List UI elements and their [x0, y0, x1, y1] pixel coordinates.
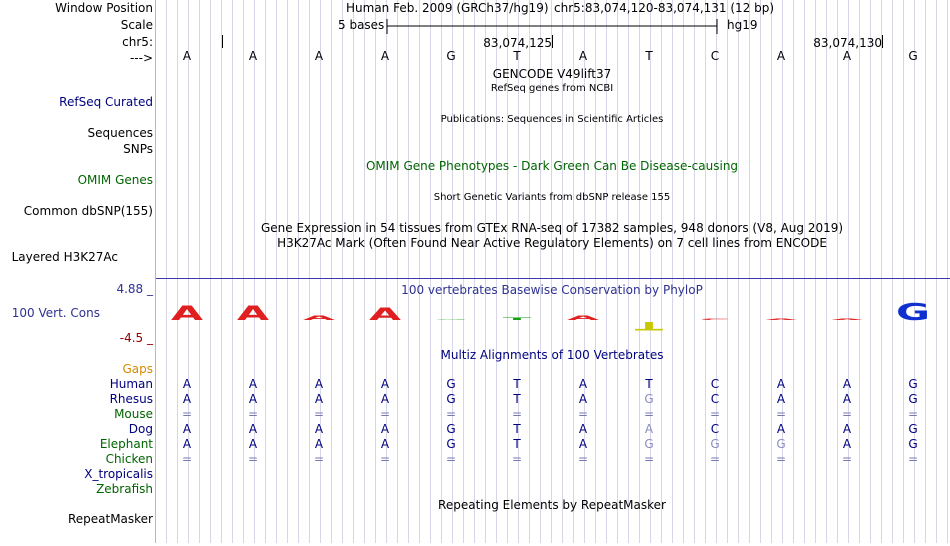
alignment-base: =: [247, 452, 259, 466]
sequence-base: A: [776, 49, 786, 63]
species-label[interactable]: Zebrafish: [96, 482, 153, 496]
alignment-base: C: [710, 377, 720, 391]
coord-125-label: 83,074,125: [483, 36, 552, 50]
alignment-base: =: [445, 407, 457, 421]
scale-bar: [384, 16, 720, 36]
alignment-base: G: [908, 437, 918, 451]
alignment-base: A: [182, 392, 192, 406]
gencode-title[interactable]: GENCODE V49lift37: [492, 67, 612, 81]
conservation-logo-letter: A: [566, 314, 600, 322]
alignment-base: =: [511, 407, 523, 421]
alignment-base: =: [643, 407, 655, 421]
alignment-base: =: [313, 452, 325, 466]
sequence-base: G: [908, 49, 918, 63]
h3k27ac-title[interactable]: H3K27Ac Mark (Often Found Near Active Regulatory Elements) on 7 cell lines from ENCODE: [277, 236, 827, 250]
alignment-base: =: [313, 407, 325, 421]
alignment-base: T: [513, 422, 521, 436]
alignment-base: A: [380, 422, 390, 436]
track-display-area[interactable]: [156, 0, 950, 543]
conservation-logo-letter: A: [302, 314, 336, 322]
alignment-base: G: [446, 437, 456, 451]
alignment-base: =: [709, 452, 721, 466]
alignment-base: A: [776, 392, 786, 406]
conservation-logo-letter: A: [830, 318, 864, 321]
strand-label[interactable]: --->: [129, 51, 153, 65]
conservation-logo-letter: T: [502, 316, 532, 321]
alignment-base: G: [644, 392, 654, 406]
alignment-base: =: [907, 407, 919, 421]
gtex-title[interactable]: Gene Expression in 54 tissues from GTEx RNA-seq of 17382 samples, 948 donors (V8, Aug 2019): [260, 221, 844, 235]
sequence-base: A: [182, 49, 192, 63]
species-label[interactable]: Chicken: [105, 452, 153, 466]
alignment-base: A: [248, 377, 258, 391]
cons-max-label: 4.88 _: [116, 282, 153, 296]
alignment-base: T: [513, 437, 521, 451]
conservation-logo-letter: G: [434, 318, 468, 321]
publications-title[interactable]: Publications: Sequences in Scientific Articles: [440, 114, 664, 125]
alignment-base: A: [842, 437, 852, 451]
conservation-logo-letter: A: [170, 302, 204, 325]
omim-track-label[interactable]: OMIM Genes: [77, 173, 153, 187]
dbsnp-track-label[interactable]: Common dbSNP(155): [23, 204, 153, 218]
cons-title[interactable]: 100 vertebrates Basewise Conservation by PhyloP: [401, 283, 703, 297]
position-text: chr5:83,074,120-83,074,131 (12 bp): [554, 1, 775, 15]
alignment-base: =: [841, 452, 853, 466]
species-label[interactable]: Mouse: [114, 407, 153, 421]
sequences-track-label[interactable]: Sequences: [87, 126, 153, 140]
alignment-base: G: [644, 437, 654, 451]
alignment-base: A: [380, 377, 390, 391]
chrom-label: chr5:: [122, 35, 153, 49]
species-label[interactable]: Elephant: [99, 437, 153, 451]
alignment-base: G: [776, 437, 786, 451]
window-position-label: Window Position: [55, 1, 153, 15]
sequence-base: A: [248, 49, 258, 63]
alignment-base: =: [643, 452, 655, 466]
alignment-base: A: [842, 392, 852, 406]
refseq-subtitle[interactable]: RefSeq genes from NCBI: [490, 83, 614, 94]
alignment-base: A: [182, 437, 192, 451]
alignment-base: G: [908, 392, 918, 406]
scale-text: 5 bases: [338, 18, 385, 32]
alignment-base: =: [511, 452, 523, 466]
sequence-base: T: [645, 49, 653, 63]
alignment-base: =: [247, 407, 259, 421]
alignment-base: G: [446, 422, 456, 436]
alignment-base: T: [513, 377, 521, 391]
sequence-base: C: [710, 49, 720, 63]
species-label[interactable]: Rhesus: [109, 392, 153, 406]
alignment-base: A: [248, 437, 258, 451]
alignment-base: =: [775, 407, 787, 421]
assembly-text: Human Feb. 2009 (GRCh37/hg19): [346, 1, 549, 15]
sequence-base: A: [578, 49, 588, 63]
cons-min-label: -4.5 _: [119, 331, 153, 345]
coord-130-label: 83,074,130: [813, 36, 882, 50]
sequence-base: A: [842, 49, 852, 63]
alignment-base: G: [446, 392, 456, 406]
multiz-title[interactable]: Multiz Alignments of 100 Vertebrates: [440, 348, 664, 362]
cons-track-label[interactable]: 100 Vert. Cons: [11, 306, 100, 320]
conservation-logo-letter: A: [368, 304, 402, 325]
alignment-base: A: [314, 377, 324, 391]
conservation-logo-letter: A: [764, 318, 798, 321]
alignment-base: =: [841, 407, 853, 421]
alignment-base: =: [181, 407, 193, 421]
omim-title[interactable]: OMIM Gene Phenotypes - Dark Green Can Be Disease-causing: [365, 159, 739, 173]
alignment-base: A: [578, 377, 588, 391]
species-label[interactable]: Dog: [128, 422, 153, 436]
track-label-column: [0, 0, 155, 543]
alignment-base: A: [644, 422, 654, 436]
conservation-logo-letter: G: [896, 300, 930, 326]
h3k27ac-track-label[interactable]: Layered H3K27Ac: [11, 250, 118, 264]
alignment-base: C: [710, 422, 720, 436]
sequence-base: A: [380, 49, 390, 63]
sequence-base: A: [314, 49, 324, 63]
alignment-base: C: [710, 392, 720, 406]
alignment-base: =: [709, 407, 721, 421]
conservation-logo-letter: A: [236, 302, 270, 325]
alignment-base: A: [776, 422, 786, 436]
scale-db-text: hg19: [727, 18, 758, 32]
alignment-base: =: [907, 452, 919, 466]
species-label[interactable]: Human: [109, 377, 153, 391]
repeatmasker-title[interactable]: Repeating Elements by RepeatMasker: [438, 498, 666, 512]
alignment-base: =: [445, 452, 457, 466]
dbsnp-title[interactable]: Short Genetic Variants from dbSNP release 155: [433, 192, 671, 203]
species-label[interactable]: X_tropicalis: [84, 467, 153, 481]
alignment-base: A: [842, 422, 852, 436]
alignment-base: =: [379, 407, 391, 421]
gaps-label[interactable]: Gaps: [122, 362, 153, 376]
alignment-base: =: [379, 452, 391, 466]
alignment-base: A: [248, 422, 258, 436]
alignment-base: A: [314, 422, 324, 436]
refseq-track-label[interactable]: RefSeq Curated: [59, 95, 153, 109]
alignment-base: A: [314, 437, 324, 451]
conservation-logo-letter: C: [699, 318, 731, 321]
conservation-logo-letter: T: [634, 318, 664, 333]
alignment-base: A: [248, 392, 258, 406]
alignment-base: G: [446, 377, 456, 391]
scale-label: Scale: [120, 18, 153, 32]
alignment-base: T: [645, 377, 653, 391]
alignment-base: A: [842, 377, 852, 391]
alignment-base: G: [908, 422, 918, 436]
alignment-base: T: [513, 392, 521, 406]
sequence-base: T: [513, 49, 521, 63]
alignment-base: =: [181, 452, 193, 466]
alignment-base: =: [577, 407, 589, 421]
alignment-base: G: [908, 377, 918, 391]
alignment-base: A: [578, 422, 588, 436]
snps-track-label[interactable]: SNPs: [123, 142, 153, 156]
alignment-base: A: [380, 437, 390, 451]
alignment-base: A: [776, 377, 786, 391]
repeatmasker-track-label[interactable]: RepeatMasker: [67, 512, 153, 526]
alignment-base: G: [710, 437, 720, 451]
alignment-base: A: [182, 377, 192, 391]
alignment-base: A: [578, 392, 588, 406]
alignment-base: A: [182, 422, 192, 436]
alignment-base: A: [578, 437, 588, 451]
sequence-base: G: [446, 49, 456, 63]
alignment-base: =: [775, 452, 787, 466]
conservation-divider: [156, 278, 950, 279]
conservation-logo: [156, 300, 950, 334]
alignment-base: =: [577, 452, 589, 466]
alignment-base: A: [380, 392, 390, 406]
alignment-base: A: [314, 392, 324, 406]
